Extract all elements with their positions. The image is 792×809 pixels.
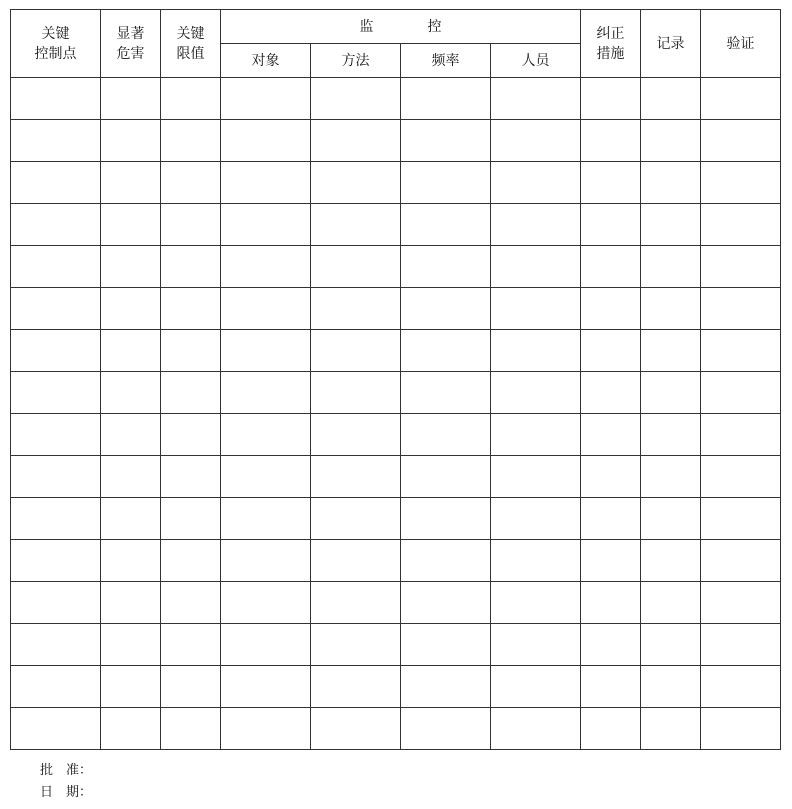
table-cell xyxy=(401,498,491,540)
table-cell xyxy=(161,246,221,288)
table-cell xyxy=(101,624,161,666)
table-cell xyxy=(401,708,491,750)
table-cell xyxy=(491,78,581,120)
table-row xyxy=(11,78,781,120)
header-monitoring-frequency: 频率 xyxy=(401,44,491,78)
table-cell xyxy=(491,204,581,246)
table-cell xyxy=(491,624,581,666)
table-cell xyxy=(221,372,311,414)
table-cell xyxy=(401,456,491,498)
table-cell xyxy=(311,498,401,540)
table-cell xyxy=(701,498,781,540)
table-cell xyxy=(161,624,221,666)
table-row xyxy=(11,372,781,414)
table-cell xyxy=(641,414,701,456)
table-cell xyxy=(641,120,701,162)
table-cell xyxy=(311,330,401,372)
table-cell xyxy=(641,498,701,540)
table-cell xyxy=(11,708,101,750)
table-cell xyxy=(11,456,101,498)
table-cell xyxy=(401,120,491,162)
table-cell xyxy=(161,498,221,540)
table-cell xyxy=(11,246,101,288)
table-cell xyxy=(161,414,221,456)
table-cell xyxy=(491,246,581,288)
table-cell xyxy=(401,582,491,624)
table-cell xyxy=(311,414,401,456)
table-cell xyxy=(701,372,781,414)
date-label: 日 期： xyxy=(40,785,93,800)
header-row-top xyxy=(11,10,781,44)
table-cell xyxy=(311,372,401,414)
table-cell xyxy=(101,120,161,162)
table-cell xyxy=(101,582,161,624)
table-cell xyxy=(641,624,701,666)
table-cell xyxy=(221,540,311,582)
table-cell xyxy=(11,120,101,162)
table-cell xyxy=(701,540,781,582)
table-cell xyxy=(701,666,781,708)
table-cell xyxy=(701,456,781,498)
table-cell xyxy=(401,162,491,204)
table-cell xyxy=(701,204,781,246)
table-row xyxy=(11,624,781,666)
table-cell xyxy=(401,78,491,120)
table-cell xyxy=(311,246,401,288)
table-row xyxy=(11,246,781,288)
header-monitoring-object: 对象 xyxy=(221,44,311,78)
table-cell xyxy=(161,456,221,498)
table-cell xyxy=(161,162,221,204)
table-cell xyxy=(221,582,311,624)
header-monitoring-method: 方法 xyxy=(311,44,401,78)
table-cell xyxy=(221,414,311,456)
table-cell xyxy=(221,120,311,162)
table-cell xyxy=(311,708,401,750)
table-cell xyxy=(701,582,781,624)
table-cell xyxy=(221,456,311,498)
table-cell xyxy=(581,120,641,162)
table-cell xyxy=(491,582,581,624)
table-cell xyxy=(491,288,581,330)
header-significant-hazard: 显著 危害 xyxy=(101,10,161,78)
header-critical-control-point: 关键 控制点 xyxy=(11,10,101,78)
table-cell xyxy=(311,288,401,330)
table-cell xyxy=(311,666,401,708)
table-cell xyxy=(221,246,311,288)
table-cell xyxy=(401,330,491,372)
table-row xyxy=(11,708,781,750)
table-cell xyxy=(701,330,781,372)
table-cell xyxy=(101,540,161,582)
table-cell xyxy=(581,162,641,204)
table-cell xyxy=(161,540,221,582)
table-cell xyxy=(641,330,701,372)
table-cell xyxy=(401,414,491,456)
table-cell xyxy=(491,120,581,162)
table-cell xyxy=(11,414,101,456)
table-cell xyxy=(161,78,221,120)
table-cell xyxy=(11,498,101,540)
table-row xyxy=(11,288,781,330)
header-critical-limit: 关键 限值 xyxy=(161,10,221,78)
table-cell xyxy=(101,498,161,540)
table-cell xyxy=(101,372,161,414)
table-cell xyxy=(641,372,701,414)
table-cell xyxy=(101,666,161,708)
table-cell xyxy=(311,456,401,498)
table-cell xyxy=(161,666,221,708)
table-cell xyxy=(641,162,701,204)
table-cell xyxy=(161,708,221,750)
table-row xyxy=(11,414,781,456)
table-cell xyxy=(221,708,311,750)
table-cell xyxy=(701,288,781,330)
table-cell xyxy=(101,78,161,120)
table-cell xyxy=(581,498,641,540)
table-cell xyxy=(101,456,161,498)
table-cell xyxy=(311,162,401,204)
table-cell xyxy=(401,246,491,288)
table-cell xyxy=(11,372,101,414)
table-cell xyxy=(401,372,491,414)
table-cell xyxy=(491,498,581,540)
table-cell xyxy=(101,330,161,372)
table-cell xyxy=(701,624,781,666)
table-cell xyxy=(701,162,781,204)
table-cell xyxy=(581,204,641,246)
table-cell xyxy=(491,456,581,498)
table-cell xyxy=(311,120,401,162)
table-cell xyxy=(221,162,311,204)
approve-label: 批 准： xyxy=(40,763,93,778)
table-row xyxy=(11,162,781,204)
table-cell xyxy=(101,246,161,288)
table-cell xyxy=(491,708,581,750)
table-cell xyxy=(491,540,581,582)
table-cell xyxy=(161,204,221,246)
table-cell xyxy=(641,456,701,498)
table-cell xyxy=(221,330,311,372)
table-cell xyxy=(401,288,491,330)
table-cell xyxy=(401,666,491,708)
table-row xyxy=(11,498,781,540)
table-cell xyxy=(641,708,701,750)
table-cell xyxy=(101,288,161,330)
header-monitoring: 监 控 xyxy=(221,10,581,44)
table-cell xyxy=(491,372,581,414)
table-cell xyxy=(581,540,641,582)
table-cell xyxy=(161,372,221,414)
table-cell xyxy=(11,330,101,372)
table-cell xyxy=(581,246,641,288)
table-cell xyxy=(11,666,101,708)
table-cell xyxy=(581,666,641,708)
table-row xyxy=(11,666,781,708)
table-cell xyxy=(221,204,311,246)
table-row xyxy=(11,582,781,624)
table-cell xyxy=(101,162,161,204)
table-cell xyxy=(311,540,401,582)
table-cell xyxy=(641,288,701,330)
table-cell xyxy=(161,120,221,162)
table-cell xyxy=(701,246,781,288)
table-row xyxy=(11,330,781,372)
table-cell xyxy=(581,582,641,624)
table-cell xyxy=(401,204,491,246)
table-cell xyxy=(221,288,311,330)
table-cell xyxy=(101,414,161,456)
table-cell xyxy=(221,666,311,708)
table-cell xyxy=(11,582,101,624)
table-cell xyxy=(11,162,101,204)
table-cell xyxy=(641,582,701,624)
header-monitoring-personnel: 人员 xyxy=(491,44,581,78)
table-cell xyxy=(491,330,581,372)
table-cell xyxy=(11,78,101,120)
table-cell xyxy=(641,78,701,120)
table-cell xyxy=(701,708,781,750)
table-cell xyxy=(161,582,221,624)
table-cell xyxy=(101,204,161,246)
table-cell xyxy=(641,540,701,582)
table-cell xyxy=(11,624,101,666)
table-cell xyxy=(311,204,401,246)
table-cell xyxy=(491,414,581,456)
table-cell xyxy=(641,246,701,288)
table-cell xyxy=(581,456,641,498)
table-row xyxy=(11,204,781,246)
header-records: 记录 xyxy=(641,10,701,78)
table-cell xyxy=(221,498,311,540)
table-cell xyxy=(161,330,221,372)
table-cell xyxy=(581,624,641,666)
table-row xyxy=(11,540,781,582)
table-cell xyxy=(161,288,221,330)
table-cell xyxy=(401,624,491,666)
table-body xyxy=(11,78,781,750)
table-cell xyxy=(701,78,781,120)
table-cell xyxy=(101,708,161,750)
table-cell xyxy=(11,204,101,246)
table-cell xyxy=(701,120,781,162)
table-cell xyxy=(311,624,401,666)
haccp-plan-table xyxy=(10,9,781,750)
table-cell xyxy=(641,204,701,246)
table-cell xyxy=(491,666,581,708)
table-cell xyxy=(581,288,641,330)
table-cell xyxy=(581,708,641,750)
table-cell xyxy=(491,162,581,204)
table-cell xyxy=(581,78,641,120)
table-row xyxy=(11,120,781,162)
table-cell xyxy=(581,330,641,372)
table-cell xyxy=(581,372,641,414)
table-row xyxy=(11,456,781,498)
table-cell xyxy=(401,540,491,582)
header-corrective-action: 纠正 措施 xyxy=(581,10,641,78)
table-cell xyxy=(641,666,701,708)
table-cell xyxy=(221,624,311,666)
table-cell xyxy=(311,582,401,624)
table-cell xyxy=(581,414,641,456)
table-cell xyxy=(11,540,101,582)
table-cell xyxy=(701,414,781,456)
header-verification: 验证 xyxy=(701,10,781,78)
table-cell xyxy=(311,78,401,120)
table-cell xyxy=(11,288,101,330)
table-cell xyxy=(221,78,311,120)
